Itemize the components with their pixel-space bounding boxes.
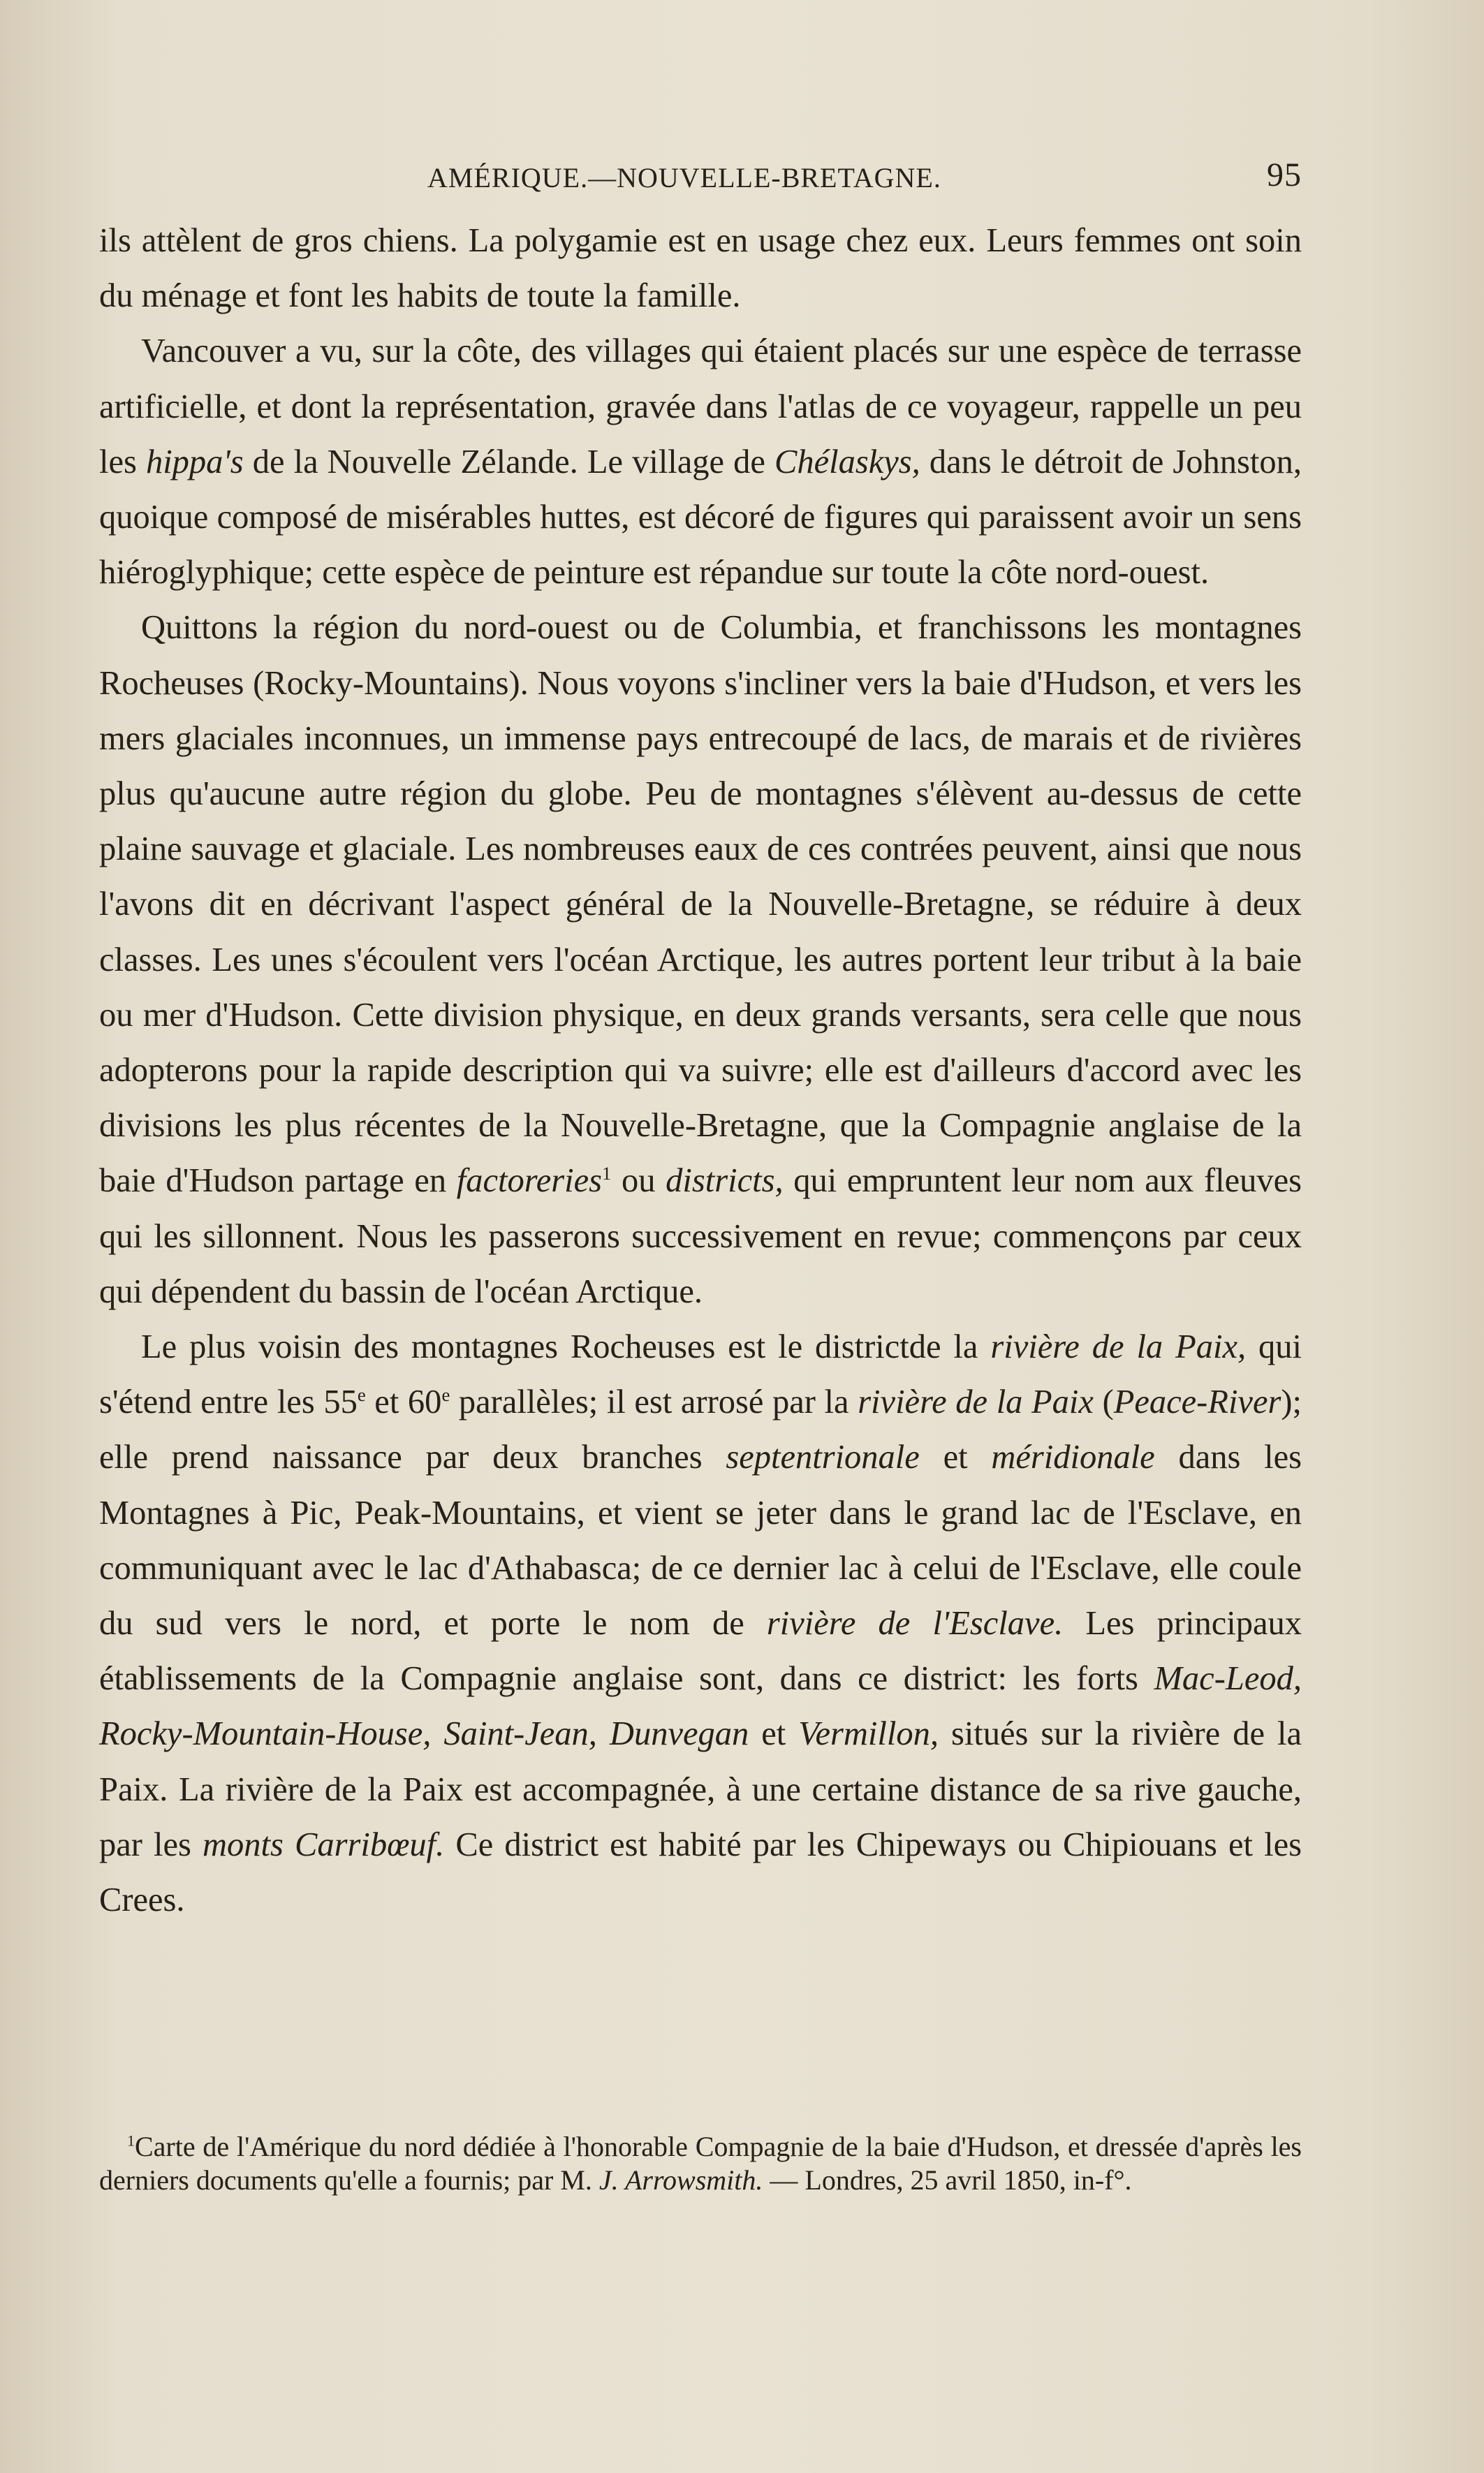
footnote: $^1$Carte de l'Amérique du nord dédiée à l'honorable Compagnie de la baie d'Hudson, et dressée d'après les derniers documents qu'elle a fournis; par M. J. Arrowsmith. — Londres, 25 avril 1850, in-f°. [99,2131,1302,2196]
body-text [99,213,1302,1928]
paragraph-3: Quittons la région du nord-ouest ou de Columbia, et franchissons les montagnes Rocheuses (Rocky-Mountains). Nous voyons s'incliner vers la baie d'Hudson, et vers les mers glaciales inconnues, un immense pays entrecoupé de lacs, de marais et de rivières plus qu'aucune autre région du globe. Peu de montagnes s'élèvent au-dessus de cette plaine sauvage et glaciale. Les nombreuses eaux de ces contrées peuvent, ainsi que nous l'avons dit en décrivant l'aspect général de la Nouvelle-Bretagne, se réduire à deux classes. Les unes s'écoulent vers l'océan Arctique, les autres portent leur tribut à la baie ou mer d'Hudson. Cette division physique, en deux grands versants, sera celle que nous adopterons pour la rapide description qui va suivre; elle est d'ailleurs d'accord avec les divisions les plus récentes de la Nouvelle-Bretagne, que la Compagnie anglaise de la baie d'Hudson partage en factoreries$^1$ ou districts, qui empruntent leur nom aux fleuves qui les sillonnent. Nous les passerons successivement en revue; commençons par ceux qui dépendent du bassin de l'océan Arctique. [99,609,1302,1310]
running-head [99,156,1302,198]
footnote-reference: 1 [602,1163,612,1184]
paragraph-2: Vancouver a vu, sur la côte, des villages qui étaient placés sur une espèce de terrasse artificielle, et dont la représentation, gravée dans l'atlas de ce voyageur, rappelle un peu les hippa's de la Nouvelle Zélande. Le village de Chélaskys, dans le détroit de Johnston, quoique composé de misérables huttes, est décoré de figures qui paraissent avoir un sens hiéroglyphique; cette espèce de peinture est répandue sur toute la côte nord-ouest. [99,332,1302,592]
page-number: 95 [1267,156,1302,193]
running-title: AMÉRIQUE.—NOUVELLE-BRETAGNE. [427,162,941,193]
paragraph-4: Le plus voisin des montagnes Rocheuses est le districtde la rivière de la Paix, qui s'étend entre les 55e et 60e parallèles; il est arrosé par la rivière de la Paix (Peace-River); elle prend naissance par deux branches septentrionale et méridionale dans les Montagnes à Pic, Peak-Mountains, et vient se jeter dans le grand lac de l'Esclave, en communiquant avec le lac d'Athabasca; de ce dernier lac à celui de l'Esclave, elle coule du sud vers le nord, et porte le nom de rivière de l'Esclave. Les principaux établissements de la Compagnie anglaise sont, dans ce district: les forts Mac-Leod, Rocky-Mountain-House, Saint-Jean, Dunvegan et Vermillon, situés sur la rivière de la Paix. La rivière de la Paix est accompagnée, à une certaine distance de sa rive gauche, par les monts Carribœuf. Ce district est habité par les Chipeways ou Chipiouans et les Crees. [99,1328,1302,1919]
paragraph-1: ils attèlent de gros chiens. La polygamie est en usage chez eux. Leurs femmes ont soin du ménage et font les habits de toute la famille. [99,222,1302,315]
footnote-marker: 1 [127,2131,135,2150]
